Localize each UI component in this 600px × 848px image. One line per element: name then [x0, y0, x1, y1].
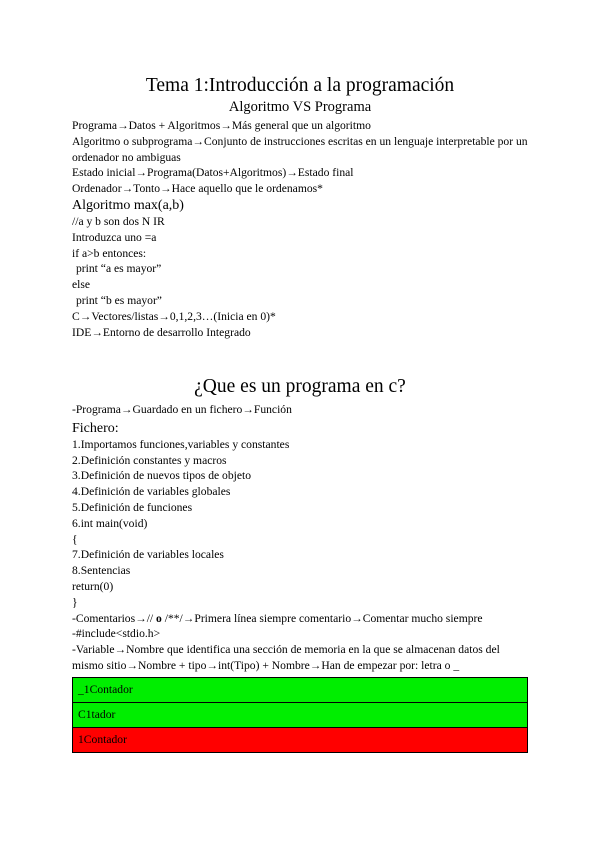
table-row: 1Contador: [73, 728, 527, 752]
include-line: -#include<stdio.h>: [72, 627, 161, 641]
list-item: return(0): [72, 579, 114, 593]
list-item: 2.Definición constantes y macros: [72, 453, 227, 467]
code-line: else: [72, 278, 91, 292]
variable-line: -Variable→Nombre que identifica una sección de memoria en la que se almacenan datos del mismo sitio→Nombre + tipo→int(Tipo) + Nombre→Han de empezar por: letra o _: [72, 643, 500, 672]
text-line: Ordenador→Tonto→Hace aquello que le ordenamos*: [72, 182, 323, 196]
comments-bold-text: o: [156, 611, 162, 625]
c-program-section: [72, 368, 532, 674]
comments-line: [72, 611, 532, 627]
table-row: _1Contador: [73, 678, 527, 703]
list-item: }: [72, 595, 78, 609]
identifier-table: [72, 677, 528, 753]
comments-text: -Comentarios→//: [72, 611, 157, 625]
list-item: 4.Definición de variables globales: [72, 485, 231, 499]
fichero-heading: Fichero:: [72, 420, 119, 436]
algorithm-heading: Algoritmo max(a,b): [72, 197, 184, 213]
text-line: -Programa→Guardado en un fichero→Función: [72, 403, 292, 416]
list-item: {: [72, 532, 78, 546]
table-row: C1tador: [73, 703, 527, 728]
code-line: print “a es mayor”: [76, 262, 162, 276]
list-item: 6.int main(void): [72, 516, 148, 530]
list-item: 3.Definición de nuevos tipos de objeto: [72, 469, 252, 483]
code-line: Introduzca uno =a: [72, 230, 157, 244]
text-line: IDE→Entorno de desarrollo Integrado: [72, 325, 251, 339]
page-subtitle: Algoritmo VS Programa: [228, 99, 372, 115]
list-item: 8.Sentencias: [72, 564, 131, 578]
text-line: C→Vectores/listas→0,1,2,3…(Inicia en 0)*: [72, 309, 276, 323]
list-item: 1.Importamos funciones,variables y constantes: [72, 437, 290, 451]
list-item: 5.Definición de funciones: [72, 500, 193, 514]
comments-text-rest: /**/→Primera línea siempre comentario→Comentar mucho siempre: [161, 611, 483, 625]
code-line: if a>b entonces:: [72, 246, 147, 260]
text-line: Estado inicial→Programa(Datos+Algoritmos)→Estado final: [72, 166, 354, 180]
list-item: 7.Definición de variables locales: [72, 548, 224, 562]
text-line: Programa→Datos + Algoritmos→Más general que un algoritmo: [72, 119, 371, 132]
text-line: Algoritmo o subprograma→Conjunto de instrucciones escritas en un lenguaje interpretable por un ordenador no ambiguas: [72, 134, 528, 164]
code-line: //a y b son dos N IR: [72, 214, 165, 228]
page-title: Tema 1:Introducción a la programación: [145, 75, 455, 96]
intro-section: [72, 118, 532, 340]
section-title: ¿Que es un programa en c?: [194, 376, 406, 397]
code-line: print “b es mayor”: [76, 293, 162, 307]
